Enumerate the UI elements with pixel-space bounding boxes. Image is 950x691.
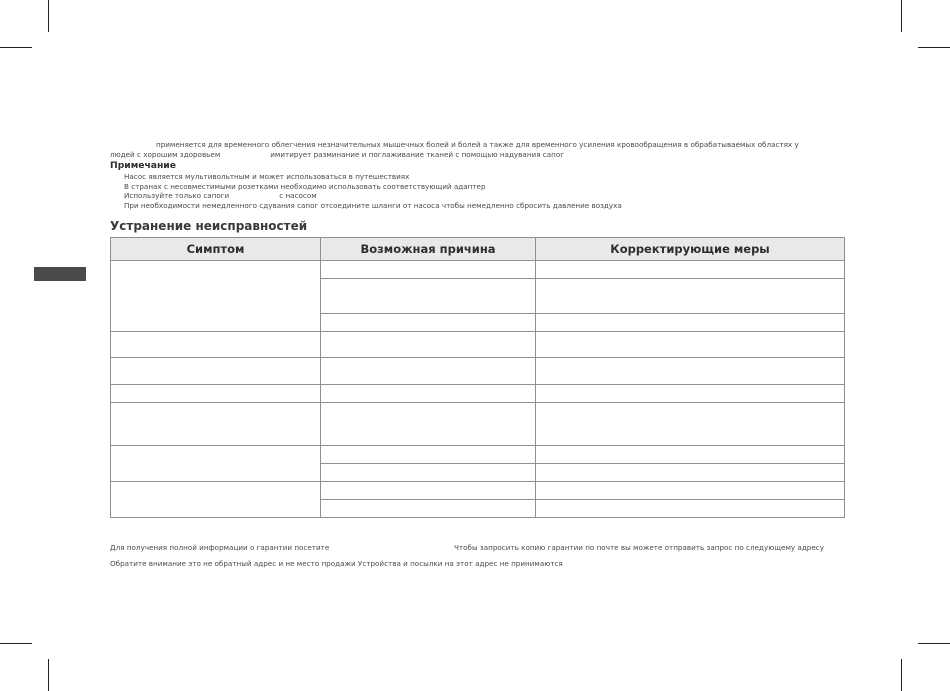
- table-row: [111, 482, 845, 500]
- cause-cell: [321, 332, 536, 358]
- note-item-adapter: В странах с несовместимыми розетками необходимо использовать соответствующий адаптер: [124, 181, 486, 191]
- column-header-cause: Возможная причина: [321, 238, 536, 261]
- troubleshooting-table: [110, 237, 845, 518]
- note-item-boots-only-end: с насосом: [279, 191, 317, 201]
- address-notice: Обратите внимание это не обратный адрес и не место продажи Устройства и посылки на этот адрес не принимаются: [110, 559, 563, 568]
- cause-cell: [321, 464, 536, 482]
- table-row: [111, 403, 845, 446]
- note-heading: Примечание: [110, 160, 176, 171]
- crop-mark-bottom-right-horizontal: [918, 643, 950, 644]
- remedy-cell: [536, 500, 845, 518]
- cause-cell: [321, 358, 536, 385]
- remedy-cell: [536, 446, 845, 464]
- note-item-deflate: При необходимости немедленного сдувания сапог отсоедините шланги от насоса чтобы немедленно сбросить давление воздуха: [124, 200, 622, 210]
- table-row: [111, 385, 845, 403]
- remedy-cell: [536, 464, 845, 482]
- symptom-cell: [111, 482, 321, 518]
- remedy-cell: [536, 279, 845, 314]
- symptom-cell: [111, 403, 321, 446]
- remedy-cell: [536, 403, 845, 446]
- table-header-row: [111, 238, 845, 261]
- intro-line-2-end: имитирует разминание и поглаживание тканей с помощью надувания сапог: [270, 149, 565, 159]
- note-item-multivoltage: Насос является мультивольтным и может использоваться в путешествиях: [124, 172, 410, 181]
- cause-cell: [321, 261, 536, 279]
- crop-mark-top-left-horizontal: [0, 47, 32, 48]
- cause-cell: [321, 314, 536, 332]
- warranty-line: [110, 543, 850, 552]
- cause-cell: [321, 279, 536, 314]
- crop-mark-bottom-left-horizontal: [0, 643, 32, 644]
- intro-line-2-start: людей с хорошим здоровьем: [110, 149, 221, 159]
- warranty-visit-text: Для получения полной информации о гарантии посетите: [110, 543, 330, 552]
- symptom-cell: [111, 358, 321, 385]
- cause-cell: [321, 385, 536, 403]
- note-list: [124, 172, 622, 210]
- crop-mark-top-right: [901, 0, 902, 32]
- symptom-cell: [111, 446, 321, 482]
- remedy-cell: [536, 385, 845, 403]
- intro-paragraph: [110, 140, 850, 159]
- table-row: [111, 261, 845, 279]
- crop-mark-bottom-left: [48, 659, 49, 691]
- cause-cell: [321, 500, 536, 518]
- table-row: [111, 332, 845, 358]
- remedy-cell: [536, 482, 845, 500]
- symptom-cell: [111, 261, 321, 332]
- note-item-boots-only-start: Используйте только сапоги: [124, 191, 230, 201]
- cause-cell: [321, 482, 536, 500]
- symptom-cell: [111, 332, 321, 358]
- note-item-boots-only: [124, 191, 622, 201]
- column-header-remedy: Корректирующие меры: [536, 238, 845, 261]
- table-row: [111, 358, 845, 385]
- crop-mark-bottom-right: [901, 659, 902, 691]
- remedy-cell: [536, 332, 845, 358]
- column-header-symptom: Симптом: [111, 238, 321, 261]
- cause-cell: [321, 446, 536, 464]
- intro-line-2: [110, 150, 850, 160]
- remedy-cell: [536, 358, 845, 385]
- warranty-mail-text: Чтобы запросить копию гарантии по почте вы можете отправить запрос по следующему адресу: [454, 543, 824, 552]
- table-row: [111, 446, 845, 464]
- troubleshooting-title: Устранение неисправностей: [110, 219, 308, 233]
- intro-line-1: применяется для временного облегчения незначительных мышечных болей и болей а также для временного усиления кровообращения в обрабатываемых областях у: [156, 140, 799, 149]
- remedy-cell: [536, 261, 845, 279]
- crop-mark-top-left: [48, 0, 49, 32]
- cause-cell: [321, 403, 536, 446]
- symptom-cell: [111, 385, 321, 403]
- section-side-tab: [34, 267, 86, 281]
- remedy-cell: [536, 314, 845, 332]
- crop-mark-top-right-horizontal: [918, 47, 950, 48]
